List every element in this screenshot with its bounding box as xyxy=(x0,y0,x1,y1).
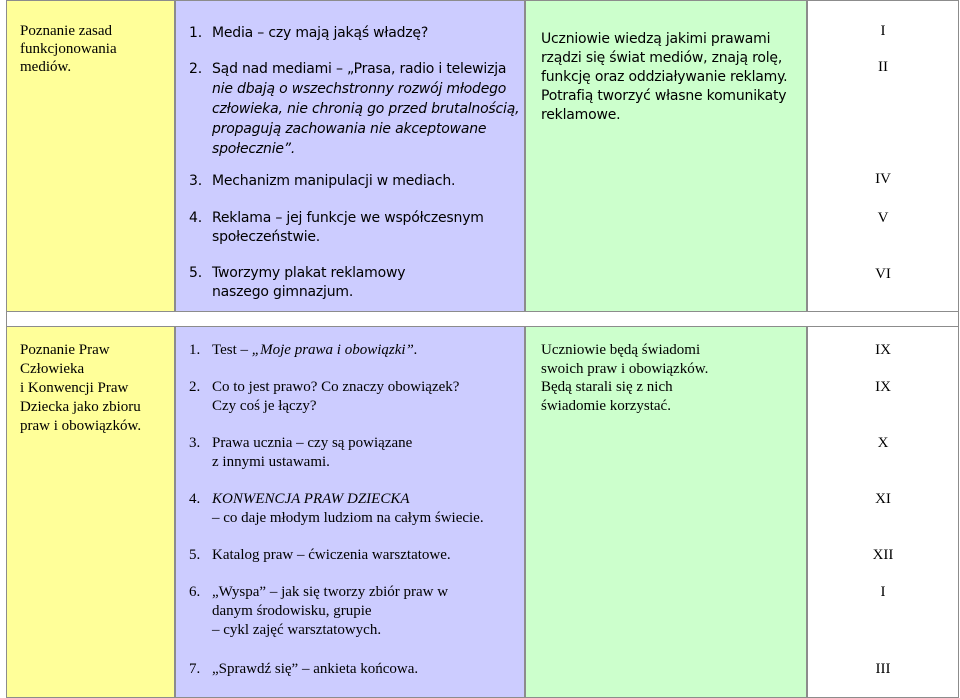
item-number: 4. xyxy=(189,210,202,226)
roman-numeral: I xyxy=(880,584,886,600)
roman-numeral: XI xyxy=(875,491,891,507)
activities-cell-media xyxy=(175,0,525,312)
row-separator xyxy=(6,312,959,326)
activity-item: „Sprawdź się” – ankieta końcowa. xyxy=(212,661,419,677)
topic-line: Poznanie zasad xyxy=(20,23,113,39)
roman-numeral: II xyxy=(878,59,888,75)
item-number: 6. xyxy=(189,584,201,600)
outcome-line: Uczniowie będą świadomi xyxy=(541,342,701,358)
item-number: 3. xyxy=(189,435,201,451)
activity-item: społeczeństwie. xyxy=(212,229,321,245)
roman-numeral: IV xyxy=(875,171,891,187)
roman-numeral: IX xyxy=(875,379,891,395)
outcome-line: rządzi się świat mediów, znają rolę, xyxy=(541,50,783,66)
topic-line: i Konwencji Praw xyxy=(20,380,129,396)
activity-item: – cykl zajęć warsztatowych. xyxy=(212,622,382,638)
activity-item: danym środowisku, grupie xyxy=(212,603,372,619)
outcome-line: Będą starali się z nich xyxy=(541,379,673,395)
activity-item: naszego gimnazjum. xyxy=(212,284,354,300)
activities-cell-rights: 1. Test – „Moje prawa i obowiązki”. 2. Co to jest prawo? Co znaczy obowiązek? Czy coś je łączy? 3. Prawa ucznia – czy są powiązane z innymi ustawami. 4. KONWENCJA PRAW DZIECKA – co daje młodym ludziom na całym świecie. 5. Katalog praw – ćwiczenia warsztatowe. 6. „Wyspa” – jak się tworzy zbiór praw w danym środowisku, grupie – cykl zajęć warsztatowych. 7. „Sprawdź się” – ankieta końcowa. xyxy=(175,326,525,698)
outcome-line: Uczniowie wiedzą jakimi prawami xyxy=(541,31,771,47)
topic-line: funkcjonowania xyxy=(20,41,117,57)
activity-item: propagują zachowania nie akceptowane xyxy=(212,121,487,137)
outcome-cell-media xyxy=(525,0,807,312)
roman-cell-rights xyxy=(807,326,959,698)
item-number: 3. xyxy=(189,173,202,189)
roman-numeral: V xyxy=(877,210,889,226)
outcome-line: swoich praw i obowiązków. xyxy=(541,361,709,377)
activity-item: Sąd nad mediami – „Prasa, radio i telewizja xyxy=(212,61,507,77)
activity-item: Co to jest prawo? Co znaczy obowiązek? xyxy=(212,379,460,395)
item-number: 5. xyxy=(189,265,202,281)
item-number: 1. xyxy=(189,342,201,358)
item-number: 4. xyxy=(189,491,201,507)
item-number: 5. xyxy=(189,547,201,563)
activity-item: Katalog praw – ćwiczenia warsztatowe. xyxy=(212,547,451,563)
activity-item: Mechanizm manipulacji w mediach. xyxy=(212,173,456,189)
topic-cell-rights xyxy=(6,326,175,698)
roman-numeral: III xyxy=(875,661,891,677)
activity-item: z innymi ustawami. xyxy=(212,454,330,470)
outcome-line: Potrafią tworzyć własne komunikaty xyxy=(541,88,787,104)
topic-line: mediów. xyxy=(20,59,72,75)
outcome-line: funkcję oraz oddziaływanie reklamy. xyxy=(541,69,788,85)
topic-cell-media xyxy=(6,0,175,312)
activity-item: KONWENCJA PRAW DZIECKA xyxy=(212,491,410,507)
activity-item: Reklama – jej funkcje we współczesnym xyxy=(212,210,484,226)
topic-line: praw i obowiązków. xyxy=(20,418,142,434)
roman-numeral: IX xyxy=(875,342,891,358)
outcome-line: świadomie korzystać. xyxy=(541,398,671,414)
topic-line: Dziecka jako zbioru xyxy=(20,399,141,415)
roman-numeral: VI xyxy=(875,266,891,282)
activity-item: – co daje młodym ludziom na całym świecie. xyxy=(212,510,484,526)
roman-numeral: X xyxy=(877,435,889,451)
outcome-cell-rights xyxy=(525,326,807,698)
activity-item: „Moje prawa i obowiązki”. xyxy=(251,342,418,358)
activity-item: człowieka, nie chronią go przed brutalnością, xyxy=(212,101,520,117)
item-number: 2. xyxy=(189,379,201,395)
activity-item: Czy coś je łączy? xyxy=(212,398,317,414)
roman-numeral: XII xyxy=(872,547,894,563)
activity-item: „Wyspa” – jak się tworzy zbiór praw w xyxy=(212,584,449,600)
topic-line: Człowieka xyxy=(20,361,85,377)
outcome-line: reklamowe. xyxy=(541,107,621,123)
item-number: 1. xyxy=(189,25,202,41)
activity-item: Prawa ucznia – czy są powiązane xyxy=(212,435,413,451)
roman-numeral: I xyxy=(880,23,886,39)
roman-cell-media xyxy=(807,0,959,312)
activity-item: społecznie”. xyxy=(212,141,296,157)
item-number: 7. xyxy=(189,661,201,677)
activity-item: Media – czy mają jakąś władzę? xyxy=(212,25,429,41)
item-number: 2. xyxy=(189,61,202,77)
topic-line: Poznanie Praw xyxy=(20,342,110,358)
activity-item: Tworzymy plakat reklamowy xyxy=(212,265,406,281)
activity-item: nie dbają o wszechstronny rozwój młodego xyxy=(212,81,507,97)
